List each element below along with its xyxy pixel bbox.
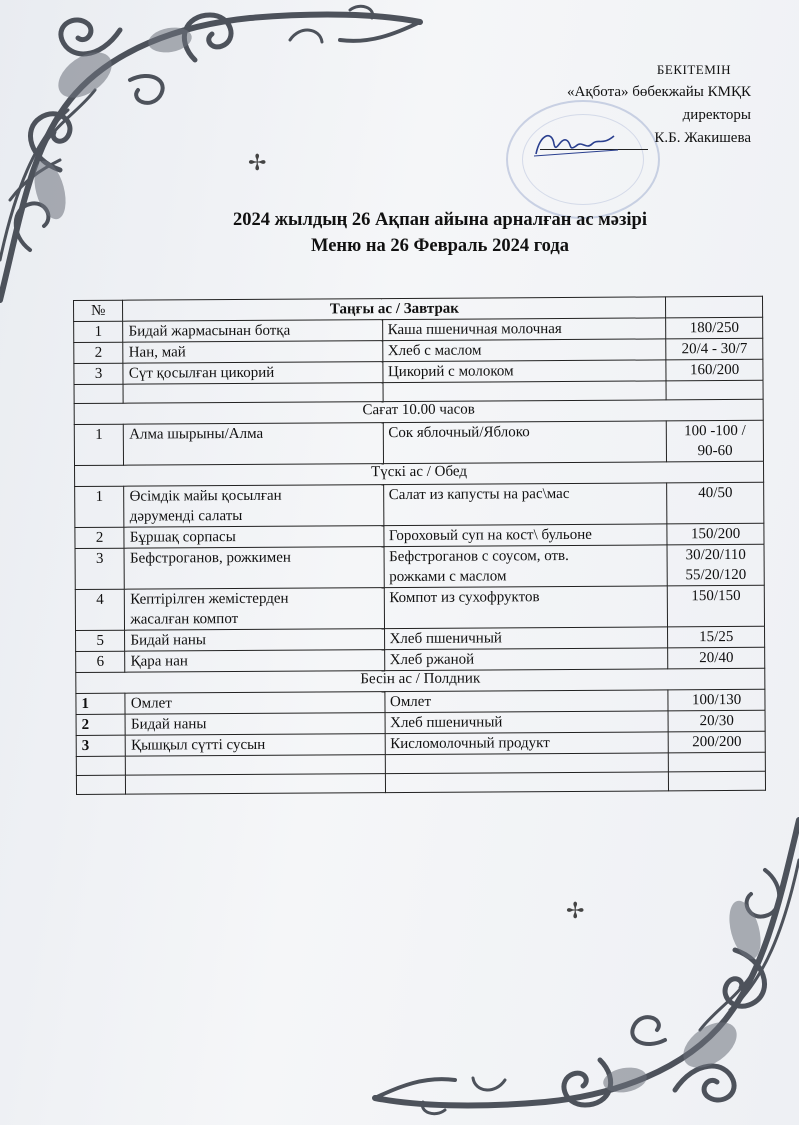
- dish-kazakh: Бидай наны: [125, 629, 384, 652]
- table-row: [75, 544, 764, 589]
- dish-kazakh: Бидай наны: [125, 713, 384, 736]
- dish-russian: Сок яблочный/Яблоко: [383, 421, 667, 464]
- menu-table: [73, 296, 766, 795]
- dish-kazakh: Сүт қосылған цикорий: [123, 362, 382, 385]
- column-number-header: №: [74, 300, 123, 321]
- dish-russian: Салат из капусты на рас\мас: [383, 483, 667, 526]
- empty-cell: [385, 772, 669, 793]
- dish-russian: Омлет: [384, 690, 668, 713]
- section-snack-header: Сағат 10.00 часов: [74, 399, 763, 424]
- dish-russian: Кисломолочный продукт: [385, 732, 669, 755]
- section-breakfast-header: Таңғы ас / Завтрак: [123, 297, 666, 321]
- empty-cell: [74, 384, 123, 403]
- dish-russian: Цикорий с молоком: [382, 360, 666, 383]
- portion-amount-line: 55/20/120: [685, 566, 747, 584]
- row-number: 6: [76, 651, 125, 672]
- dish-russian-line: Бефстроганов с соусом, отв.: [389, 547, 569, 566]
- approver-position: директоры: [682, 107, 751, 123]
- dish-kazakh: Қара нан: [125, 650, 384, 673]
- row-number: 1: [74, 424, 124, 465]
- dish-kazakh-line: дәруменді салаты: [129, 507, 243, 525]
- portion-amount: 100/130: [668, 689, 765, 711]
- title-kazakh: 2024 жылдың 26 Ақпан айына арналған ас мәзірі: [232, 210, 647, 230]
- portion-amount: 150/200: [667, 523, 764, 545]
- dish-kazakh: Омлет: [125, 692, 384, 715]
- dish-kazakh: Бефстроганов, рожкимен: [124, 547, 383, 590]
- row-number: 4: [75, 589, 125, 630]
- portion-amount: 200/200: [668, 731, 765, 753]
- empty-cell: [123, 383, 382, 404]
- dish-kazakh: [124, 485, 383, 528]
- dish-russian: Хлеб пшеничный: [385, 711, 669, 734]
- dish-russian: Гороховый суп на кост\ бульоне: [383, 524, 667, 547]
- title-russian: Меню на 26 Февраль 2024 года: [311, 236, 569, 256]
- row-number: 3: [74, 363, 123, 384]
- table-row: [74, 420, 763, 465]
- portion-amount-line: 90-60: [697, 442, 733, 460]
- approver-name: К.Б. Жакишева: [654, 130, 751, 146]
- section-afternoon-header: Бесін ас / Полдник: [76, 668, 765, 693]
- dish-kazakh-line: жасалған компот: [130, 610, 239, 628]
- row-number: 2: [76, 714, 125, 735]
- row-number: 1: [76, 693, 125, 714]
- dish-kazakh: Нан, май: [123, 341, 382, 364]
- portion-amount-line: 100 -100 /: [684, 422, 746, 440]
- empty-cell: [669, 752, 766, 772]
- corner-ornament-bottom-right: [350, 810, 799, 1125]
- empty-cell: [126, 755, 385, 776]
- portion-amount: 20/4 - 30/7: [666, 338, 763, 360]
- portion-amount: 15/25: [668, 626, 765, 648]
- empty-cell: [669, 771, 766, 791]
- portion-amount: 160/200: [666, 359, 763, 381]
- empty-cell: [383, 381, 667, 402]
- dish-russian: [384, 545, 668, 588]
- decorative-cross-icon: ✢: [566, 898, 585, 923]
- portion-amount-line: 30/20/110: [685, 546, 746, 564]
- portion-amount: 180/250: [666, 317, 763, 339]
- row-number: 2: [75, 527, 124, 548]
- portion-amount: 20/30: [668, 710, 765, 732]
- section-lunch-header: Түскі ас / Обед: [75, 461, 764, 486]
- row-number: 5: [76, 630, 125, 651]
- table-row: [75, 482, 764, 527]
- dish-kazakh: Бидай жармасынан ботқа: [123, 320, 382, 343]
- empty-cell: [666, 296, 763, 318]
- dish-russian: Хлеб с маслом: [382, 339, 666, 362]
- empty-row: [76, 771, 765, 794]
- table-row: [75, 585, 764, 630]
- empty-cell: [126, 774, 385, 795]
- empty-cell: [76, 756, 125, 775]
- empty-cell: [385, 753, 669, 774]
- document-title: [150, 207, 730, 259]
- portion-amount: 20/40: [668, 647, 765, 669]
- organization-name: «Ақбота» бөбекжайы КМҚК: [567, 84, 751, 100]
- approval-heading: БЕКІТЕМІН: [656, 62, 731, 77]
- row-number: 1: [74, 321, 123, 342]
- portion-amount: [667, 544, 764, 586]
- dish-russian: Каша пшеничная молочная: [382, 318, 666, 341]
- dish-kazakh-line: Өсімдік майы қосылған: [129, 487, 282, 505]
- empty-cell: [76, 775, 125, 794]
- row-number: 1: [75, 486, 125, 527]
- empty-cell: [666, 380, 763, 400]
- dish-russian: Хлеб пшеничный: [384, 627, 668, 650]
- corner-ornament-top-left: [0, 0, 440, 310]
- portion-amount: 40/50: [667, 482, 764, 524]
- dish-kazakh: Бұршақ сорпасы: [124, 526, 383, 549]
- decorative-cross-icon: ✢: [248, 150, 267, 175]
- dish-russian-line: рожками с маслом: [389, 568, 507, 586]
- row-number: 2: [74, 342, 123, 363]
- dish-russian: Компот из сухофруктов: [384, 586, 668, 629]
- row-number: 3: [75, 548, 125, 589]
- row-number: 3: [76, 735, 125, 756]
- dish-kazakh-line: Кептірілген жемістерден: [130, 590, 289, 608]
- dish-kazakh: Алма шырыны/Алма: [124, 423, 383, 466]
- dish-kazakh: Қышқыл сүтті сусын: [126, 734, 385, 757]
- dish-russian: Хлеб ржаной: [384, 648, 668, 671]
- handwritten-signature: [530, 124, 620, 164]
- portion-amount: [667, 420, 764, 462]
- portion-amount: 150/150: [668, 585, 765, 627]
- dish-kazakh: [125, 588, 384, 631]
